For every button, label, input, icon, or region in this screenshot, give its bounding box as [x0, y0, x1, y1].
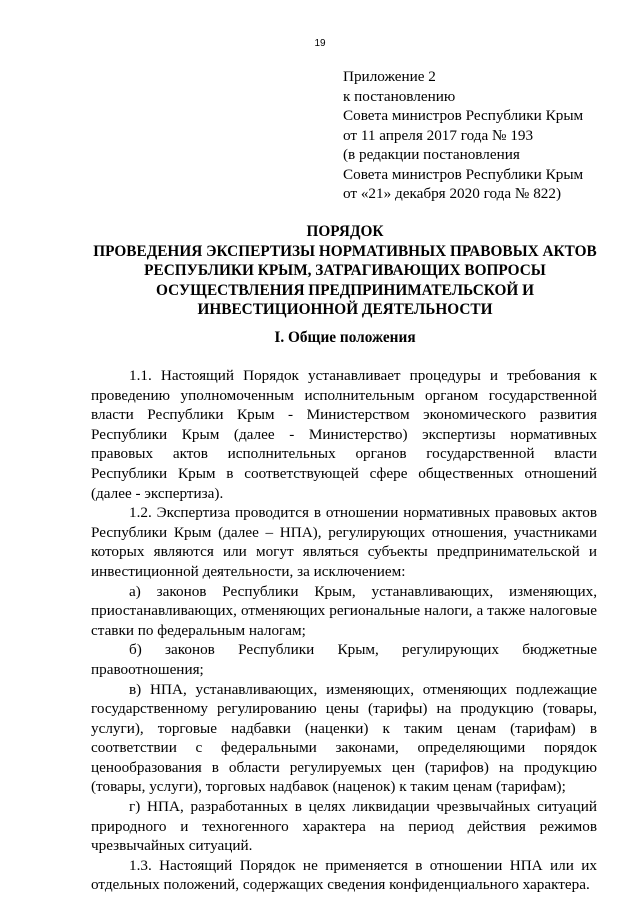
appendix-line: к постановлению	[343, 87, 456, 105]
document-body	[91, 366, 597, 895]
paragraph: в) НПА, устанавливающих, изменяющих, отменяющих подлежащие государственному регулированию цены (тарифы) на продукцию (товары, услуги), торговые надбавки (наценки) к таким ценам (тарифам) в соответствии с федеральными законами, определяющими порядок ценообразования в области регулируемых цен (тарифов) на продукцию (товары, услуги), торговых надбавок (наценок) к таким ценам (тарифам);	[91, 680, 597, 796]
paragraph: г) НПА, разработанных в целях ликвидации чрезвычайных ситуаций природного и техногенного характера на период действия режимов чрезвычайных ситуаций.	[91, 798, 597, 855]
paragraph: 1.3. Настоящий Порядок не применяется в отношении НПА или их отдельных положений, содержащих сведения конфиденциального характера.	[91, 856, 597, 894]
paragraph: 1.1. Настоящий Порядок устанавливает процедуры и требования к проведению уполномоченным исполнительным органом государственной власти Республики Крым - Министерством экономического развития Республики Крым (далее - Министерство) экспертизы нормативных правовых актов исполнительных органов государственной власти Республики Крым в соответствующей сфере общественных отношений (далее - экспертиза).	[91, 367, 597, 502]
appendix-line: (в редакции постановления	[343, 146, 520, 163]
appendix-line: Совета министров Республики Крым	[343, 165, 584, 183]
title-line: ПОРЯДОК	[306, 223, 384, 240]
paragraph: б) законов Республики Крым, регулирующих бюджетные правоотношения;	[91, 641, 597, 678]
appendix-line: от «21» декабря 2020 года № 822)	[343, 185, 562, 202]
title-line: РЕСПУБЛИКИ КРЫМ, ЗАТРАГИВАЮЩИХ ВОПРОСЫ	[144, 262, 546, 279]
title-line: ОСУЩЕСТВЛЕНИЯ ПРЕДПРИНИМАТЕЛЬСКОЙ И	[156, 281, 534, 299]
section-heading: I. Общие положения	[274, 329, 416, 346]
appendix-note	[343, 67, 633, 204]
title-line: ПРОВЕДЕНИЯ ЭКСПЕРТИЗЫ НОРМАТИВНЫХ ПРАВОВЫХ АКТОВ	[93, 242, 597, 260]
appendix-line: Приложение 2	[343, 68, 436, 85]
appendix-line: Совета министров Республики Крым	[343, 107, 584, 124]
document-title	[60, 222, 630, 320]
page-number: 19	[314, 38, 326, 49]
title-line: ИНВЕСТИЦИОННОЙ ДЕЯТЕЛЬНОСТИ	[197, 301, 493, 318]
paragraph: а) законов Республики Крым, устанавливающих, изменяющих, приостанавливающих, отменяющих региональные налоги, а также налоговые ставки по федеральным налогам;	[91, 582, 597, 639]
appendix-line: от 11 апреля 2017 года № 193	[343, 126, 534, 144]
paragraph: 1.2. Экспертиза проводится в отношении нормативных правовых актов Республики Крым (далее – НПА), регулирующих отношения, участниками которых являются или могут являться субъекты предпринимательской и инвестиционной деятельности, за исключением:	[91, 504, 597, 580]
